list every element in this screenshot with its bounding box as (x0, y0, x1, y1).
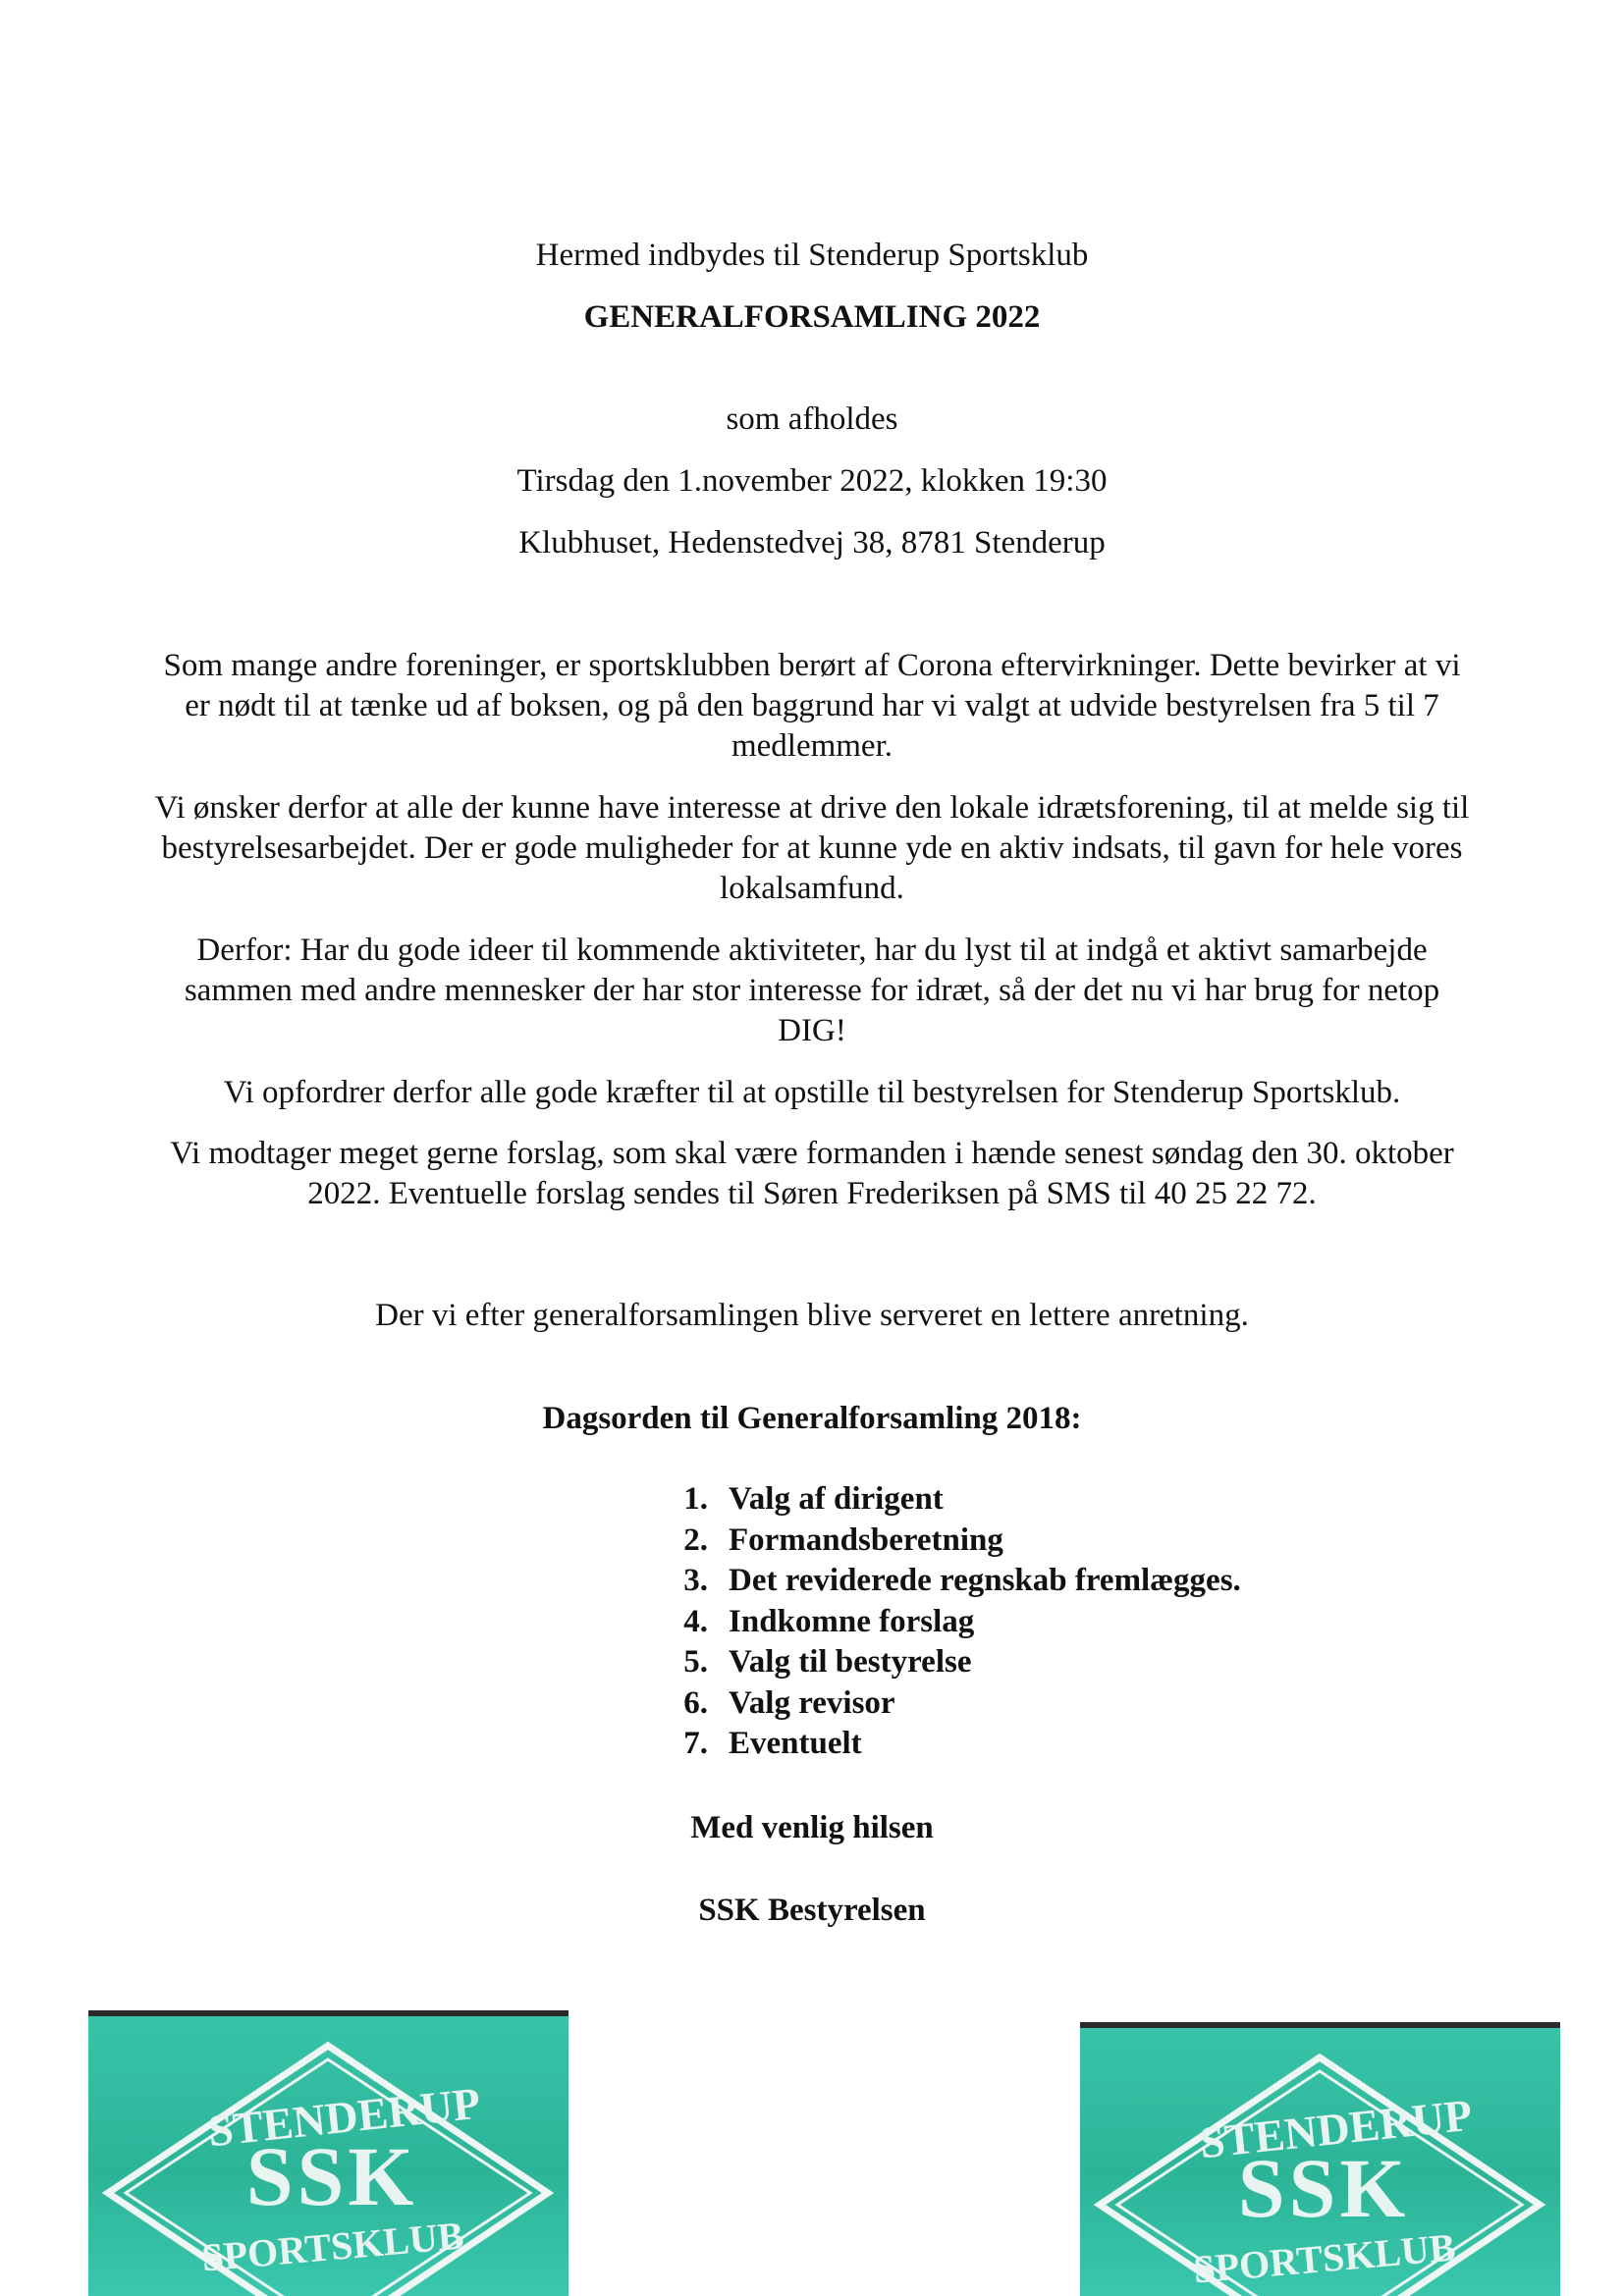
agenda-title: Dagsorden til Generalforsamling 2018: (542, 1401, 1082, 1436)
agenda-item-text: Valg til bestyrelse (729, 1644, 972, 1680)
agenda-item-text: Valg revisor (729, 1684, 895, 1721)
agenda-item-number: 4. (683, 1603, 708, 1639)
paragraph-ideas: Derfor: Har du gode ideer til kommende aktiviteter, har du lyst til at indgå et aktivt samarbejde sammen med andre mennesker der har stor interesse for idræt, så der det nu vi har brug for netop DIG! (184, 933, 1440, 1048)
agenda-item-number: 2. (683, 1522, 708, 1558)
paragraph-encourage: Vi opfordrer derfor alle gode kræfter til at opstille til bestyrelsen for Stenderup Sportsklub. (223, 1075, 1401, 1110)
agenda-item (648, 1683, 1241, 1725)
date-line: Tirsdag den 1.november 2022, klokken 19:30 (516, 463, 1108, 499)
closing-signature: SSK Bestyrelsen (698, 1893, 926, 1928)
document-title: GENERALFORSAMLING 2022 (583, 299, 1041, 335)
logo-bottom-text: SPORTSKLUB (1191, 2224, 1458, 2292)
agenda-item-text: Indkomne forslag (729, 1603, 975, 1639)
logo-bottom-text: SPORTSKLUB (199, 2213, 466, 2280)
held-line: som afholdes (726, 401, 898, 437)
intro-line: Hermed indbydes til Stenderup Sportsklub (535, 238, 1089, 273)
paragraph-proposals: Vi modtager meget gerne forslag, som skal være formanden i hænde senest søndag den 30. oktober 2022. Eventuelle forslag sendes til Søren Frederiksen på SMS til 40 25 22 72. (170, 1136, 1454, 1211)
club-logo-left (88, 2010, 568, 2296)
agenda-item-text: Eventuelt (729, 1726, 862, 1761)
paragraph-corona: Som mange andre foreninger, er sportsklubben berørt af Corona eftervirkninger. Dette bevirker at vi er nødt til at tænke ud af boksen, og på den baggrund har vi valgt at udvide bestyrelsen fra 5 til 7 medlemmer. (163, 648, 1461, 764)
agenda-item-number: 1. (683, 1481, 708, 1517)
agenda-item-text: Det reviderede regnskab fremlægges. (729, 1563, 1241, 1598)
agenda-item-number: 5. (683, 1644, 708, 1680)
agenda-item (648, 1602, 1241, 1643)
location-line: Klubhuset, Hedenstedvej 38, 8781 Stenderup (518, 525, 1106, 561)
logo-top-text: STENDERUP (205, 2077, 483, 2157)
agenda-item-number: 3. (683, 1563, 708, 1598)
logo-middle-text: SSK (1237, 2141, 1410, 2235)
agenda-item-text: Formandsberetning (729, 1522, 1003, 1558)
agenda-item (648, 1561, 1241, 1602)
logo-middle-text: SSK (245, 2129, 418, 2223)
logo-top-text: STENDERUP (1197, 2089, 1475, 2168)
paragraph-recruit: Vi ønsker derfor at alle der kunne have interesse at drive den lokale idrætsforening, til at melde sig til bestyrelsesarbejdet. Der er gode muligheder for at kunne yde en aktiv indsats, til gavn for hele vores lokalsamfund. (154, 790, 1470, 906)
agenda-item-text: Valg af dirigent (729, 1481, 944, 1517)
club-logo-right (1080, 2022, 1560, 2296)
agenda-item (648, 1521, 1241, 1562)
agenda-item (648, 1479, 1241, 1521)
closing-greeting: Med venlig hilsen (690, 1810, 934, 1845)
agenda-item-number: 7. (683, 1726, 708, 1761)
agenda-list (648, 1479, 1241, 1765)
catering-line: Der vi efter generalforsamlingen blive serveret en lettere anretning. (375, 1298, 1249, 1333)
agenda-item (648, 1724, 1241, 1765)
ssk-logo-graphic (1080, 2028, 1560, 2296)
ssk-logo-graphic (88, 2016, 568, 2296)
agenda-item (648, 1642, 1241, 1683)
agenda-item-number: 6. (683, 1684, 708, 1721)
